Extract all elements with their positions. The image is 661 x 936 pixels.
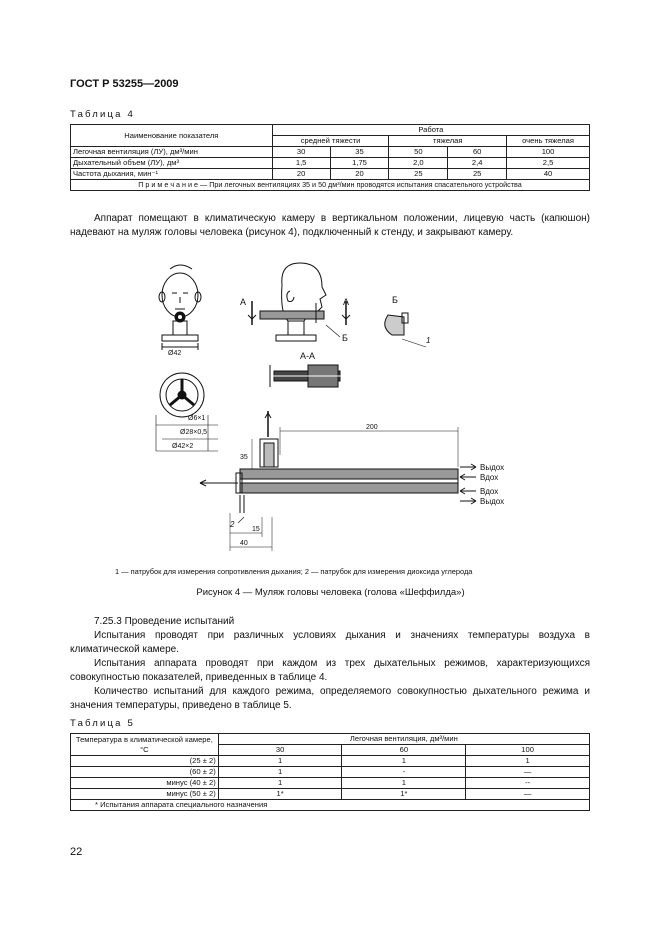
table4-cell: 2,0	[389, 158, 448, 169]
table-row	[71, 169, 590, 180]
table4-header-name: Наименование показателя	[71, 125, 273, 147]
document-id: ГОСТ Р 53255—2009	[70, 78, 179, 90]
table5-footnote: * Испытания аппарата специального назначения	[71, 800, 590, 811]
page-number: 22	[70, 846, 83, 858]
table4-cell: 1,5	[272, 158, 330, 169]
table4-cell: 30	[272, 147, 330, 158]
table5-temp: минус (40 ± 2)	[71, 778, 219, 789]
table5	[70, 733, 590, 811]
dim-d42: Ø42	[168, 350, 182, 357]
table-row	[71, 778, 590, 789]
tube-assembly	[236, 439, 458, 513]
table5-cell: -	[342, 767, 466, 778]
table5-cell: 1*	[218, 789, 342, 800]
dim-200: 200	[366, 424, 378, 431]
table4-row-name: Дыхательный объем (ЛУ), дм³	[71, 158, 273, 169]
table5-vent-value: 100	[466, 745, 590, 756]
paragraph-chamber: Аппарат помещают в климатическую камеру в вертикальном положении, лицевую часть (капюшон) надевают на муляж головы человека (рисунок 4), подключенный к стенду, и закрывают камеру.	[70, 213, 590, 238]
table4-level: средней тяжести	[272, 136, 389, 147]
table4-row-name: Частота дыхания, мин⁻¹	[71, 169, 273, 180]
table-row	[71, 158, 590, 169]
section-aa-view	[264, 365, 346, 387]
label-b-side: Б	[342, 333, 348, 343]
figure-legend: 1 — патрубок для измерения сопротивления дыхания; 2 — патрубок для измерения диоксида углерода	[115, 567, 473, 576]
table5-header-temp: Температура в климатической камере, °С	[71, 734, 219, 756]
table5-cell: —	[466, 767, 590, 778]
table5-caption: Таблица 5	[70, 718, 135, 729]
table4-cell: 20	[330, 169, 389, 180]
dim-35: 35	[240, 454, 248, 461]
table4-cell: 60	[448, 147, 507, 158]
table4-cell: 2,5	[507, 158, 590, 169]
table5-vent-value: 60	[342, 745, 466, 756]
table4-cell: 1,75	[330, 158, 389, 169]
table4-note: П р и м е ч а н и е — При легочных вентиляциях 35 и 50 дм³/мин проводятся испытания спасательного устройства	[71, 180, 590, 191]
table4-cell: 100	[507, 147, 590, 158]
table5-header-vent: Легочная вентиляция, дм³/мин	[218, 734, 589, 745]
dim-d28: Ø28×0,5	[180, 429, 208, 436]
table4-cell: 2,4	[448, 158, 507, 169]
label-in-2: Вдох	[480, 487, 499, 496]
figure-caption: Рисунок 4 — Муляж головы человека (голова «Шеффилда»)	[196, 587, 465, 598]
table5-cell: --	[466, 778, 590, 789]
detail-b	[385, 313, 426, 347]
table5-cell: 1	[342, 756, 466, 767]
table5-cell: 1	[218, 778, 342, 789]
table4-cell: 35	[330, 147, 389, 158]
table5-cell: —	[466, 789, 590, 800]
head-front-view	[159, 265, 201, 350]
table-row	[71, 789, 590, 800]
table4	[70, 124, 590, 191]
table4-cell: 25	[448, 169, 507, 180]
table-row	[71, 767, 590, 778]
table5-cell: 1	[342, 778, 466, 789]
head-side-view	[260, 263, 326, 341]
table4-cell: 25	[389, 169, 448, 180]
label-out-2: Выдох	[480, 497, 505, 506]
table-row	[71, 147, 590, 158]
table5-temp: (25 ± 2)	[71, 756, 219, 767]
dim-40: 40	[240, 540, 248, 547]
dim-d42x2: Ø42×2	[172, 443, 194, 450]
table5-cell: 1	[218, 756, 342, 767]
label-a-left: А	[240, 297, 247, 307]
table5-cell: 1	[466, 756, 590, 767]
table5-cell: 1*	[342, 789, 466, 800]
table4-cell: 50	[389, 147, 448, 158]
section-title: 7.25.3 Проведение испытаний	[94, 616, 235, 627]
table4-level: тяжелая	[389, 136, 507, 147]
table5-cell: 1	[218, 767, 342, 778]
dim-15: 15	[252, 526, 260, 533]
table4-row-name: Легочная вентиляция (ЛУ), дм³/мин	[71, 147, 273, 158]
table4-cell: 20	[272, 169, 330, 180]
label-b-top: Б	[392, 295, 398, 305]
table5-temp: (60 ± 2)	[71, 767, 219, 778]
table5-vent-value: 30	[218, 745, 342, 756]
table4-header-work: Работа	[272, 125, 589, 136]
label-in-1: Вдох	[480, 473, 499, 482]
section-paragraph-1: Испытания проводят при различных условиях дыхания и значениях температуры воздуха в климатической камере.	[70, 630, 590, 655]
figure-4-drawing	[140, 255, 530, 560]
dim-d6: Ø6×1	[188, 415, 206, 422]
table-row	[71, 756, 590, 767]
base-top-view	[156, 373, 208, 451]
label-section-aa: А-А	[300, 351, 316, 361]
label-out-1: Выдох	[480, 463, 505, 472]
table4-caption: Таблица 4	[70, 109, 135, 120]
table4-level: очень тяжелая	[507, 136, 590, 147]
table4-cell: 40	[507, 169, 590, 180]
label-a-right: А	[343, 297, 350, 307]
section-paragraph-3: Количество испытаний для каждого режима, определяемого совокупностью дыхательного режима и значения температуры, приведено в таблице 5.	[70, 686, 590, 711]
label-2: 2	[230, 520, 235, 529]
section-paragraph-2: Испытания аппарата проводят при каждом из трех дыхательных режимов, характеризующихся совокупностью показателей, приведенных в таблице 4.	[70, 658, 590, 683]
label-1: 1	[426, 336, 431, 345]
table5-temp: минус (50 ± 2)	[71, 789, 219, 800]
